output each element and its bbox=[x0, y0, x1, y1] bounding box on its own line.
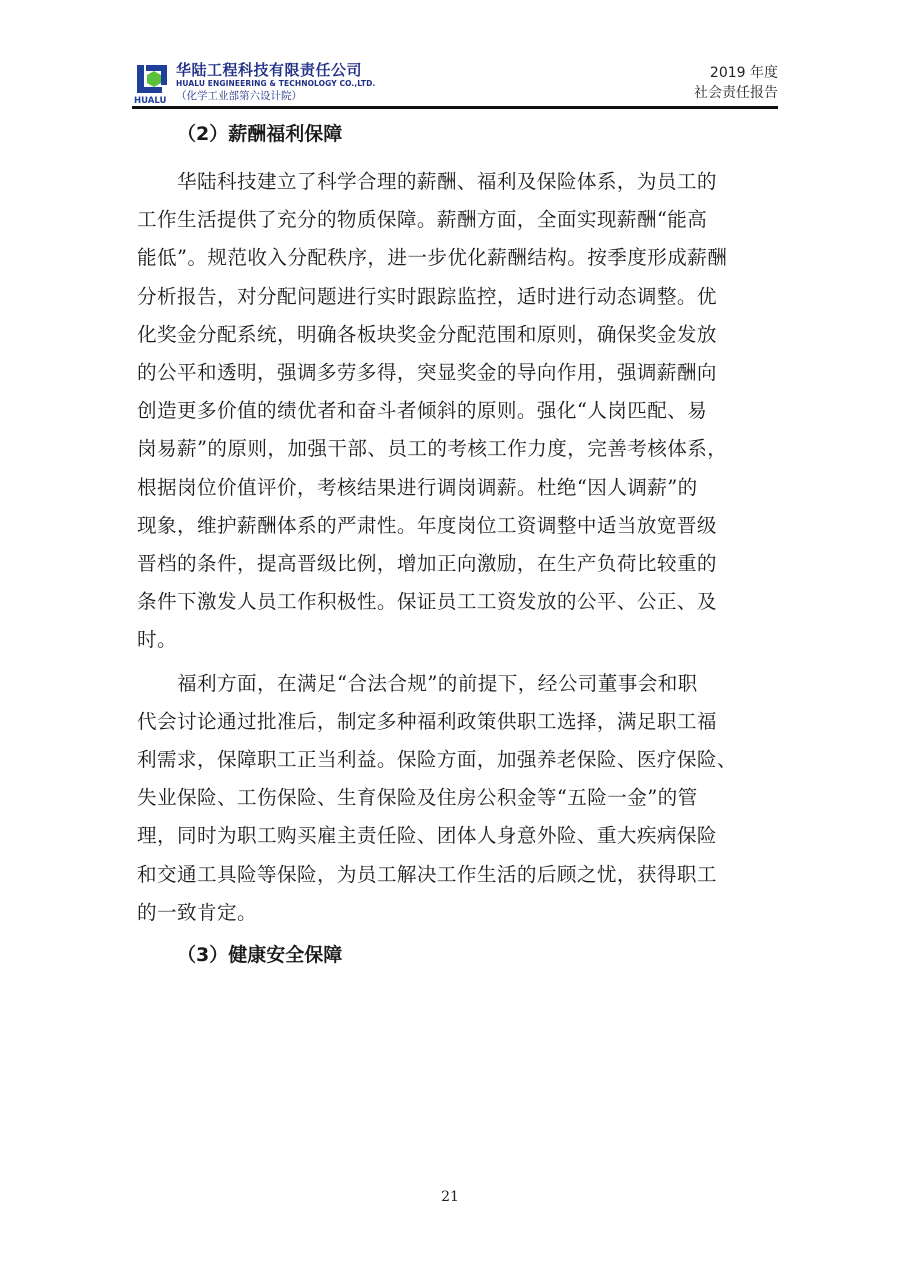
logo-text: HUALU bbox=[134, 96, 167, 104]
text-line: 创造更多价值的绩优者和奋斗者倾斜的原则。强化“人岗匹配、易 bbox=[137, 399, 708, 423]
page-number: 21 bbox=[441, 1189, 459, 1205]
report-title: 社会责任报告 bbox=[694, 85, 778, 101]
page-header bbox=[132, 60, 778, 110]
text-line: 根据岗位价值评价，考核结果进行调岗调薪。杜绝“因人调薪”的 bbox=[137, 475, 698, 499]
section-heading: （3）健康安全保障 bbox=[177, 944, 343, 967]
text-line: 失业保险、工伤保险、生育保险及住房公积金等“五险一金”的管 bbox=[137, 786, 698, 810]
text-line: 的一致肯定。 bbox=[137, 900, 257, 924]
text-line: 工作生活提供了充分的物质保障。薪酬方面，全面实现薪酬“能高 bbox=[137, 208, 708, 232]
text-line: 的公平和透明，强调多劳多得，突显奖金的导向作用，强调薪酬向 bbox=[137, 361, 717, 385]
text-line: 理，同时为职工购买雇主责任险、团体人身意外险、重大疾病保险 bbox=[137, 824, 717, 848]
text-line: 华陆科技建立了科学合理的薪酬、福利及保险体系，为员工的 bbox=[177, 170, 717, 193]
report-title-block bbox=[694, 63, 778, 103]
company-name-cn: 华陆工程科技有限责任公司 bbox=[176, 61, 363, 79]
text-line: 能低”。规范收入分配秩序，进一步优化薪酬结构。按季度形成薪酬 bbox=[137, 246, 728, 270]
paragraph-welfare-insurance bbox=[137, 665, 757, 932]
company-name-en: HUALU ENGINEERING & TECHNOLOGY CO.,LTD. bbox=[176, 79, 376, 88]
text-line: 晋档的条件，提高晋级比例，增加正向激励，在生产负荷比较重的 bbox=[137, 552, 717, 576]
header-divider bbox=[132, 106, 778, 109]
hualu-logo-icon bbox=[134, 62, 170, 104]
text-line: 现象，维护薪酬体系的严肃性。年度岗位工资调整中适当放宽晋级 bbox=[137, 513, 717, 537]
paragraph-compensation bbox=[137, 163, 757, 660]
text-line: 时。 bbox=[137, 628, 177, 652]
text-line: 岗易薪”的原则，加强干部、员工的考核工作力度，完善考核体系， bbox=[137, 437, 728, 461]
text-line: 条件下激发人员工作积极性。保证员工工资发放的公平、公正、及 bbox=[137, 590, 717, 614]
section-heading: （2）薪酬福利保障 bbox=[177, 123, 343, 145]
text-line: 化奖金分配系统，明确各板块奖金分配范围和原则，确保奖金发放 bbox=[137, 322, 717, 346]
text-line: 代会讨论通过批准后，制定多种福利政策供职工选择，满足职工福 bbox=[137, 709, 717, 733]
company-subtitle: （化学工业部第六设计院） bbox=[176, 90, 302, 102]
text-line: 福利方面，在满足“合法合规”的前提下，经公司董事会和职 bbox=[177, 671, 698, 695]
text-line: 和交通工具险等保险，为员工解决工作生活的后顾之忧，获得职工 bbox=[137, 862, 717, 886]
report-year: 2019 年度 bbox=[709, 65, 778, 81]
text-line: 分析报告，对分配问题进行实时跟踪监控，适时进行动态调整。优 bbox=[137, 284, 717, 308]
company-info bbox=[176, 62, 375, 103]
text-line: 利需求，保障职工正当利益。保险方面，加强养老保险、医疗保险、 bbox=[137, 748, 737, 772]
document-body bbox=[137, 118, 757, 970]
